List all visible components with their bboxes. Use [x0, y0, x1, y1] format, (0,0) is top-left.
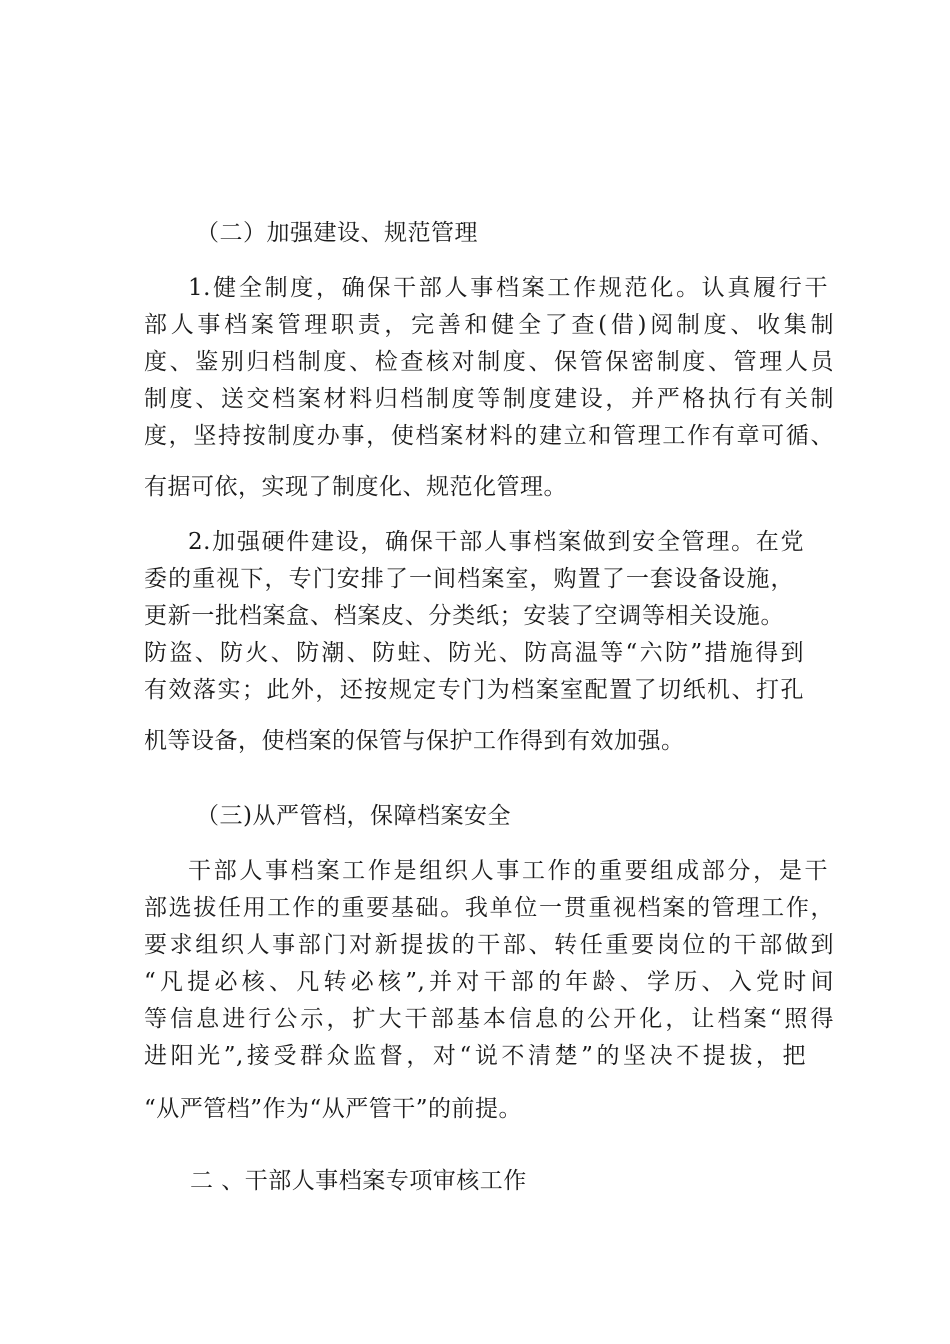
- paragraph-line: 有据可依，实现了制度化、规范化管理。: [144, 474, 567, 500]
- paragraph-line: 防盗、防火、防潮、防蛀、防光、防高温等“六防”措施得到: [144, 640, 804, 666]
- paragraph-line: 机等设备，使档案的保管与保护工作得到有效加强。: [144, 728, 685, 754]
- section-heading-2: （二）加强建设、规范管理: [196, 220, 478, 246]
- paragraph-line: 度、鉴别归档制度、检查核对制度、保管保密制度、管理人员: [144, 349, 834, 375]
- part-heading-2: 二 、干部人事档案专项审核工作: [190, 1168, 527, 1194]
- paragraph-line: 进阳光”,接受群众监督，对“说不清楚”的坚决不提拔，把: [144, 1043, 806, 1069]
- paragraph-line: 1.健全制度，确保干部人事档案工作规范化。认真履行干: [188, 275, 828, 301]
- paragraph-line: 2.加强硬件建设，确保干部人事档案做到安全管理。在党: [188, 529, 804, 555]
- paragraph-line: 制度、送交档案材料归档制度等制度建设，并严格执行有关制: [144, 386, 834, 412]
- paragraph-line: 部选拔任用工作的重要基础。我单位一贯重视档案的管理工作，: [144, 895, 834, 921]
- paragraph-line: “凡提必核、凡转必核”,并对干部的年龄、学历、入党时间: [144, 969, 834, 995]
- paragraph-line: 部人事档案管理职责，完善和健全了查(借)阅制度、收集制: [144, 312, 834, 338]
- paragraph-line: 委的重视下，专门安排了一间档案室，购置了一套设备设施，: [144, 566, 794, 592]
- paragraph-line: 度，坚持按制度办事，使档案材料的建立和管理工作有章可循、: [144, 423, 834, 449]
- paragraph-line: 要求组织人事部门对新提拔的干部、转任重要岗位的干部做到: [144, 932, 834, 958]
- paragraph-line: “从严管档”作为“从严管干”的前提。: [144, 1096, 523, 1122]
- paragraph-line: 有效落实；此外，还按规定专门为档案室配置了切纸机、打孔: [144, 677, 804, 703]
- paragraph-line: 更新一批档案盒、档案皮、分类纸；安装了空调等相关设施。: [144, 603, 784, 629]
- paragraph-line: 等信息进行公示，扩大干部基本信息的公开化，让档案“照得: [144, 1006, 834, 1032]
- section-heading-3: （三)从严管档，保障档案安全: [196, 803, 511, 829]
- paragraph-line: 干部人事档案工作是组织人事工作的重要组成部分，是干: [188, 858, 828, 884]
